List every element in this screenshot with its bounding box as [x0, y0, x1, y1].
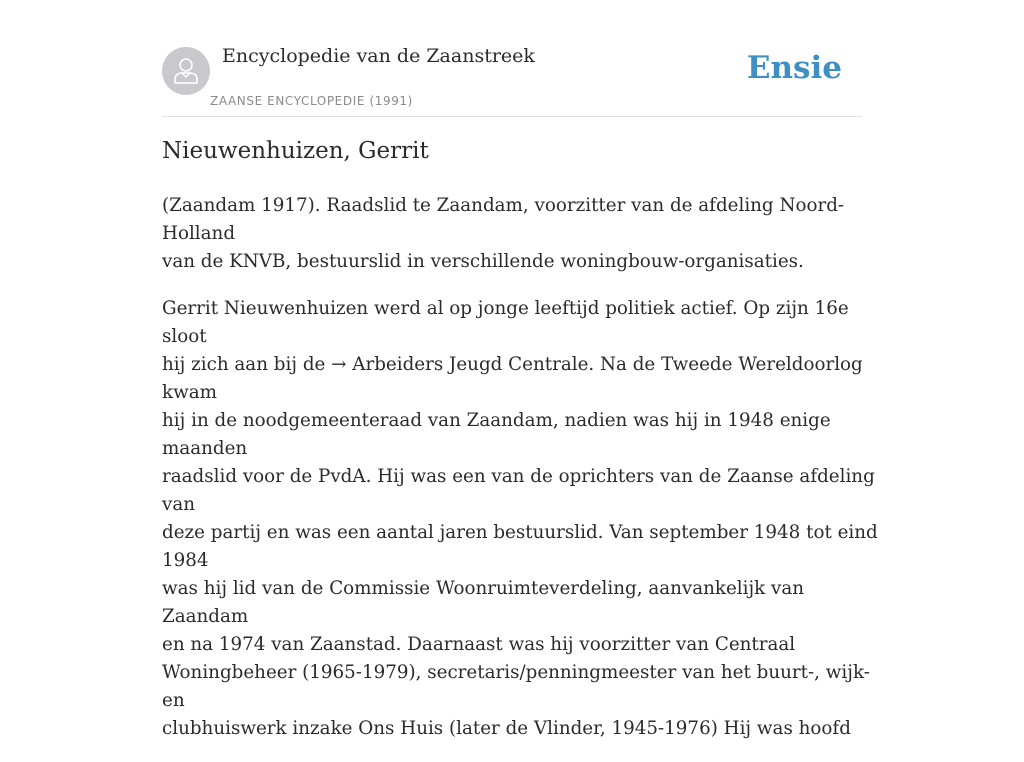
- text-line: deze partij en was een aantal jaren bestuurslid. Van september 1948 tot eind 1984: [162, 522, 878, 571]
- text-line: hij in de noodgemeenteraad van Zaandam, nadien was hij in 1948 enige maanden: [162, 410, 831, 459]
- avatar[interactable]: [162, 47, 210, 95]
- source-title[interactable]: Encyclopedie van de Zaanstreek: [222, 45, 535, 67]
- text-line: Woningbeheer (1965-1979), secretaris/penningmeester van het buurt-, wijk- en: [162, 662, 870, 711]
- source-header: [162, 40, 862, 117]
- text-line: van de KNVB, bestuurslid in verschillende woningbouw-organisaties.: [162, 251, 804, 272]
- text-line: was hij lid van de Commissie Woonruimteverdeling, aanvankelijk van Zaandam: [162, 578, 805, 627]
- user-outline-icon: [172, 56, 200, 86]
- source-subtitle: ZAANSE ENCYCLOPEDIE (1991): [210, 94, 413, 108]
- entry-paragraph: [162, 295, 882, 743]
- entry-paragraph: [162, 192, 882, 276]
- text-line: en na 1974 van Zaanstad. Daarnaast was hij voorzitter van Centraal: [162, 634, 796, 655]
- text-line: raadslid voor de PvdA. Hij was een van de oprichters van de Zaanse afdeling van: [162, 466, 875, 515]
- text-line-with-link[interactable]: hij zich aan bij de → Arbeiders Jeugd Centrale. Na de Tweede Wereldoorlog kwam: [162, 354, 863, 403]
- brand-logo[interactable]: Ensie: [746, 50, 842, 86]
- entry-body: [162, 192, 882, 762]
- text-line: (Zaandam 1917). Raadslid te Zaandam, voorzitter van de afdeling Noord-Holland: [162, 195, 845, 244]
- text-line: Gerrit Nieuwenhuizen werd al op jonge leeftijd politiek actief. Op zijn 16e sloot: [162, 298, 849, 347]
- text-line: clubhuiswerk inzake Ons Huis (later de Vlinder, 1945-1976) Hij was hoofd: [162, 718, 851, 739]
- entry-title: Nieuwenhuizen, Gerrit: [162, 138, 429, 164]
